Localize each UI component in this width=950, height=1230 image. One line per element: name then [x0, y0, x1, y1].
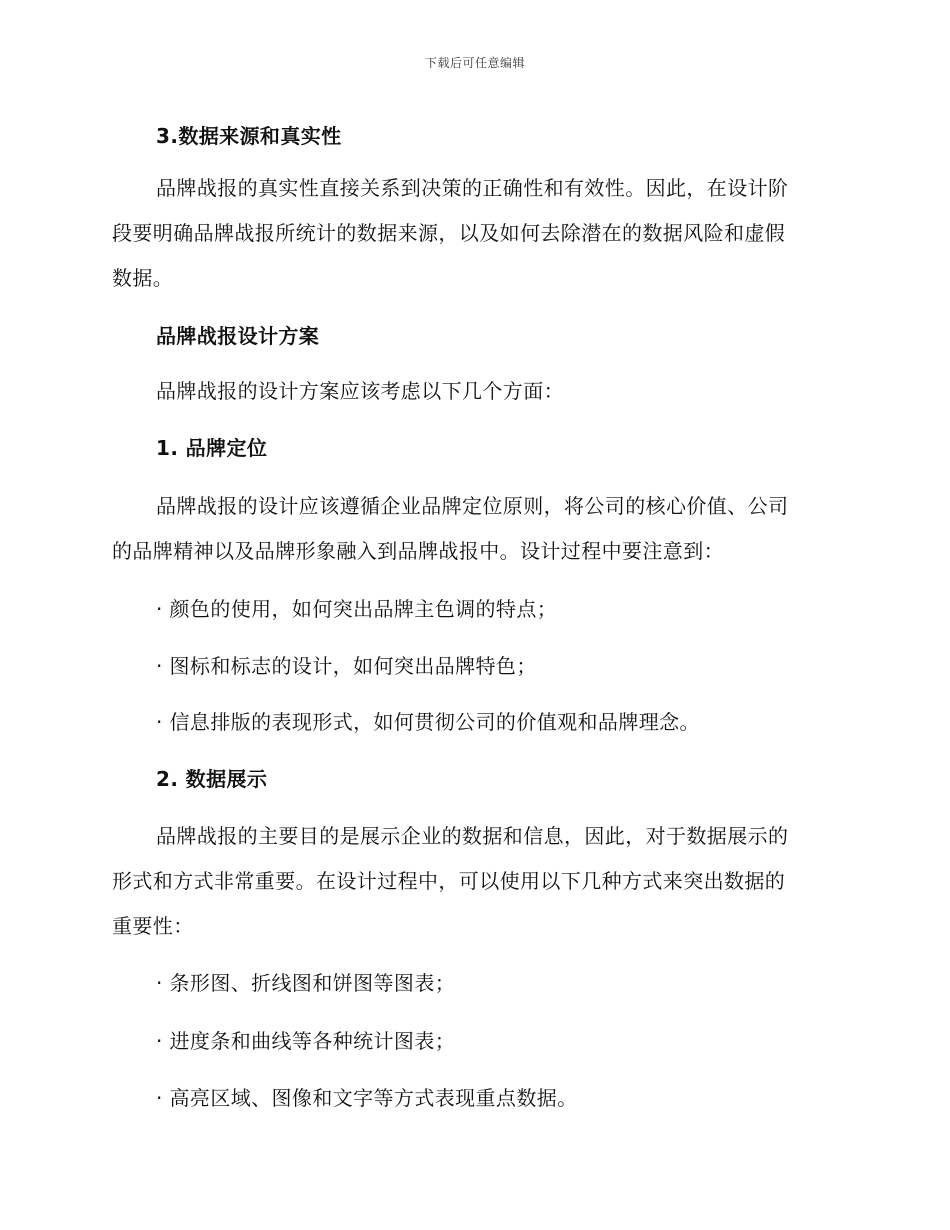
- bullet-text: · 图标和标志的设计，如何突出品牌特色；: [156, 654, 537, 678]
- paragraph-line: 段要明确品牌战报所统计的数据来源，以及如何去除潜在的数据风险和虚假: [112, 221, 786, 245]
- section-heading-data-source: [112, 114, 878, 159]
- bullet-text: · 进度条和曲线等各种统计图表；: [156, 1029, 456, 1053]
- bullet-item: [112, 587, 878, 632]
- bullet-item: [112, 1076, 878, 1121]
- paragraph-line: 形式和方式非常重要。在设计过程中，可以使用以下几种方式来突出数据的: [112, 869, 786, 893]
- paragraph-line: 数据。: [112, 266, 174, 290]
- bullet-text: · 高亮区域、图像和文字等方式表现重点数据。: [156, 1086, 578, 1110]
- page-header: 下载后可任意编辑: [424, 56, 525, 70]
- bullet-text: · 条形图、折线图和饼图等图表；: [156, 971, 456, 995]
- paragraph-line: 品牌战报的真实性直接关系到决策的正确性和有效性。因此，在设计阶: [156, 176, 789, 200]
- bullet-text: · 信息排版的表现形式，如何贯彻公司的价值观和品牌理念。: [156, 710, 700, 734]
- heading-text: 1. 品牌定位: [156, 436, 268, 460]
- paragraph-data-authenticity: [112, 166, 834, 301]
- paragraph-line: 品牌战报的设计应该遵循企业品牌定位原则，将公司的核心价值、公司: [156, 494, 789, 518]
- bullet-item: [112, 644, 878, 689]
- heading-text: 品牌战报设计方案: [156, 324, 320, 348]
- paragraph-design-intro: [112, 369, 834, 414]
- paragraph-line: 的品牌精神以及品牌形象融入到品牌战报中。设计过程中要注意到：: [112, 539, 724, 563]
- section-heading-design-plan: [112, 314, 878, 359]
- paragraph-line: 品牌战报的设计方案应该考虑以下几个方面：: [156, 379, 564, 403]
- paragraph-brand-positioning: [112, 484, 834, 574]
- heading-text: 3.数据来源和真实性: [156, 124, 342, 148]
- paragraph-data-display: [112, 814, 834, 949]
- subheading-brand-positioning: [112, 426, 878, 471]
- bullet-item: [112, 1019, 878, 1064]
- bullet-item: [112, 961, 878, 1006]
- paragraph-line: 品牌战报的主要目的是展示企业的数据和信息，因此，对于数据展示的: [156, 824, 789, 848]
- heading-text: 2. 数据展示: [156, 767, 268, 791]
- bullet-text: · 颜色的使用，如何突出品牌主色调的特点；: [156, 597, 558, 621]
- subheading-data-display: [112, 757, 878, 802]
- paragraph-line: 重要性：: [112, 914, 194, 938]
- bullet-item: [112, 700, 878, 745]
